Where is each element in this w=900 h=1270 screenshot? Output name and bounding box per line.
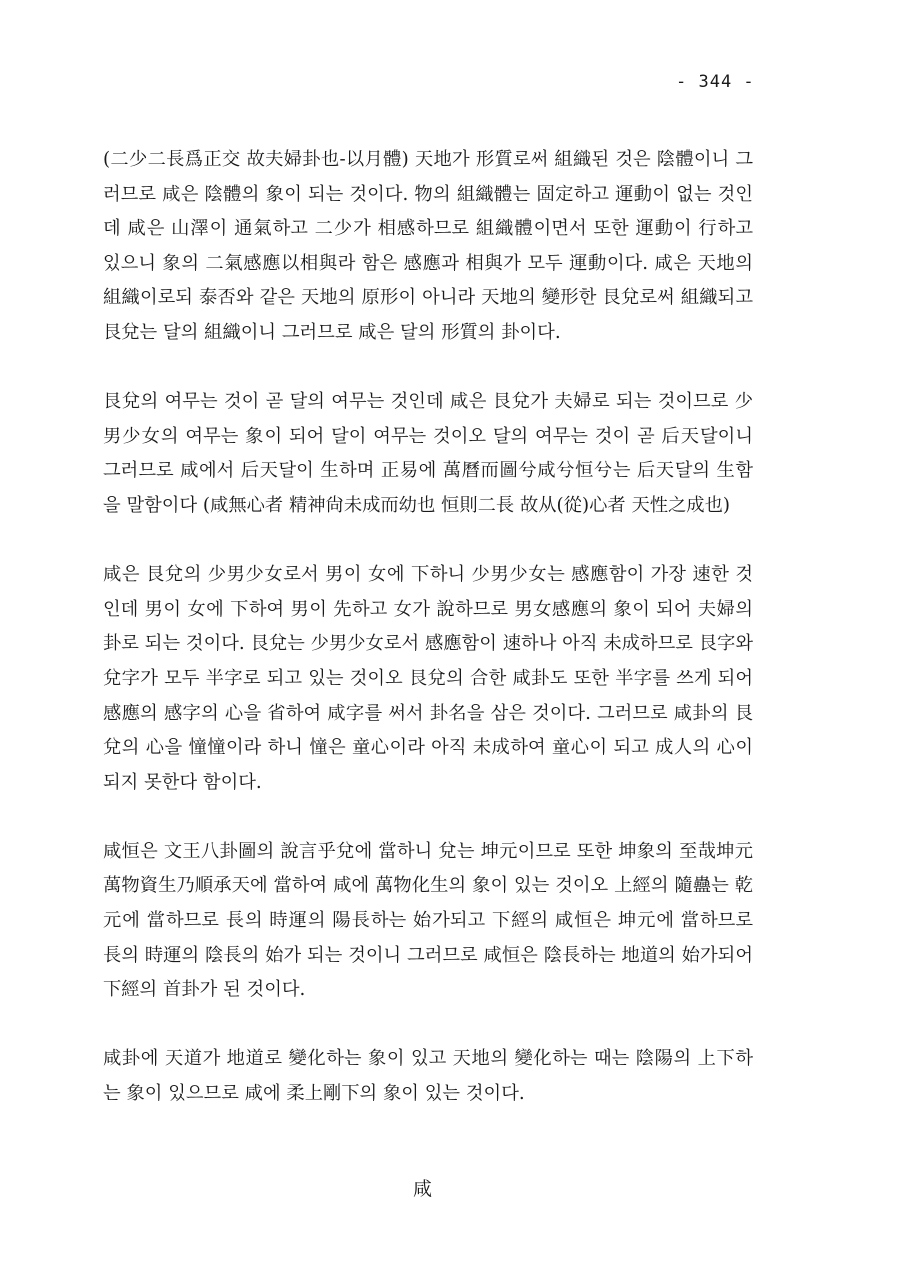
paragraph-4: 咸恒은 文王八卦圖의 說言乎兌에 當하니 兌는 坤元이므로 또한 坤象의 至哉坤元 萬物資生乃順承天에 當하여 咸에 萬物化生의 象이 있는 것이오 上經의 隨蠱는 乾元에 當하므로 長의 時運의 陽長하는 始가되고 下經의 咸恒은 坤元에 當하므로 長의 時運의 陰長의 始가 되는 것이니 그러므로 咸恒은 陰長하는 地道의 始가되어 下經의 首卦가 된 것이다. [103, 840, 753, 1001]
paragraph-3: 咸은 艮兌의 少男少女로서 男이 女에 下하니 少男少女는 感應함이 가장 速한 것인데 男이 女에 下하여 男이 先하고 女가 說하므로 男女感應의 象이 되어 夫婦의 卦로 되는 것이다. 艮兌는 少男少女로서 感應함이 速하나 아직 未成하므로 艮字와 兌字가 모두 半字로 되고 있는 것이오 艮兌의 合한 咸卦도 또한 半字를 쓰게 되어 感應의 感字의 心을 省하여 咸字를 써서 卦名을 삼은 것이다. 그러므로 咸卦의 艮兌의 心을 憧憧이라 하니 憧은 童心이라 아직 未成하여 童心이 되고 成人의 心이 되지 못한다 함이다. [103, 564, 753, 793]
footer-section-mark: 咸 [413, 1178, 433, 1200]
page-number: - 344 - [676, 72, 755, 92]
paragraph-5: 咸卦에 天道가 地道로 變化하는 象이 있고 天地의 變化하는 때는 陰陽의 上下하는 象이 있으므로 咸에 柔上剛下의 象이 있는 것이다. [103, 1048, 753, 1105]
paragraph-2: 艮兌의 여무는 것이 곧 달의 여무는 것인데 咸은 艮兌가 夫婦로 되는 것이므로 少男少女의 여무는 象이 되어 달이 여무는 것이오 달의 여무는 것이 곧 后天달이니 그러므로 咸에서 后天달이 生하며 正易에 萬曆而圖兮咸兮恒兮는 后天달의 生함을 말함이다 (咸無心者 精神尙未成而幼也 恒則二長 故从(從)心者 天性之成也) [103, 391, 753, 516]
paragraph-1: (二少二長爲正交 故夫婦卦也-以月體) 天地가 形質로써 組織된 것은 陰體이니 그러므로 咸은 陰體의 象이 되는 것이다. 物의 組織體는 固定하고 運動이 없는 것인데 咸은 山澤이 通氣하고 二少가 相感하므로 組織體이면서 또한 運動이 行하고 있으니 象의 二氣感應以相與라 함은 感應과 相與가 모두 運動이다. 咸은 天地의 組織이로되 泰否와 같은 天地의 原形이 아니라 天地의 變形한 艮兌로써 組織되고 艮兌는 달의 組織이니 그러므로 咸은 달의 形質의 卦이다. [103, 149, 753, 343]
document-body [103, 143, 753, 1146]
